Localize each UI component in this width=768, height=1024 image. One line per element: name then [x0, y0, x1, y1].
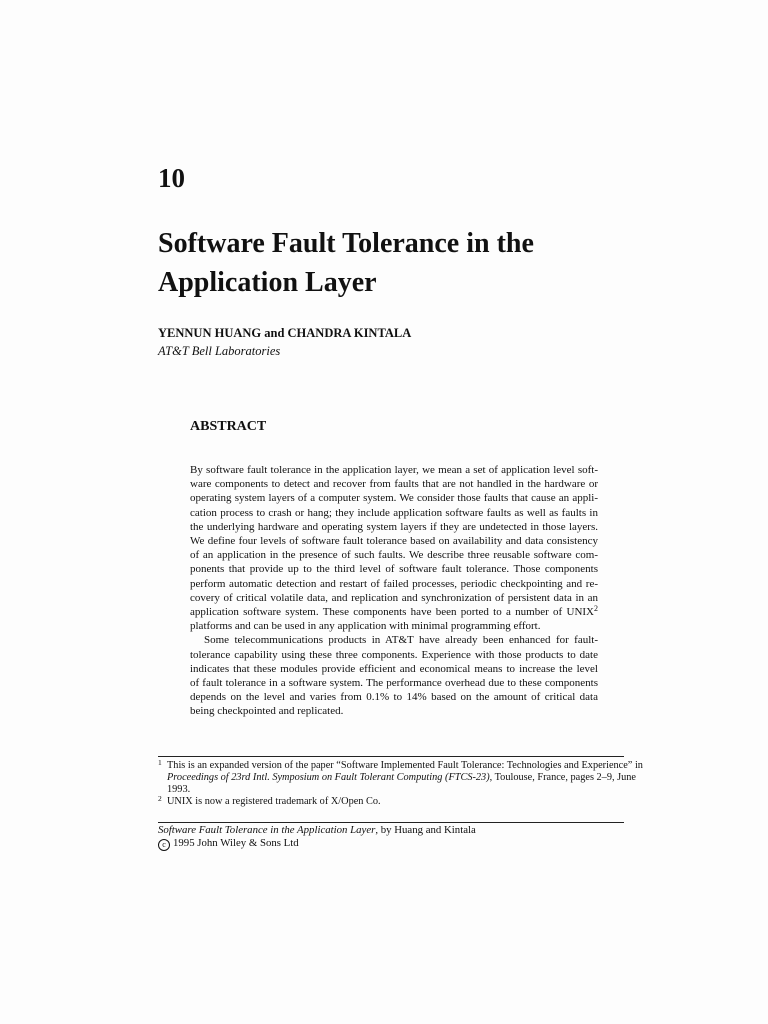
abstract-line [190, 690, 598, 704]
abstract-line-text: platforms and can be used in any application with minimal programming effort. [190, 620, 541, 633]
chapter-number: 10 [158, 163, 185, 193]
abstract-line-text: cation process to crash or hang; they include application software faults as well as faults in [190, 506, 598, 519]
abstract-line [190, 619, 598, 633]
abstract-paragraph-1 [190, 463, 598, 633]
abstract-line-text: ponents that provide up to the third level of software fault tolerance. Those components [190, 563, 598, 576]
abstract-line-text: the underlying hardware and operating system layers if they are undetected in those layers. [190, 520, 598, 533]
page-footer [158, 824, 624, 851]
footnote-reference: 2 [594, 604, 598, 614]
abstract-paragraph-2 [190, 633, 598, 718]
abstract-line-text: By software fault tolerance in the application layer, we mean a set of application level soft- [190, 464, 598, 476]
abstract-line [190, 477, 598, 491]
footnote-mark: 2 [158, 794, 162, 803]
footnote-line: UNIX is now a registered trademark of X/Open Co. [167, 796, 381, 807]
abstract-line-text: tolerance capability using these three components. Experience with those products to date [190, 648, 598, 661]
abstract-line-text: covery of critical volatile data, and replication and synchronization of persistent data in an [190, 591, 598, 604]
footer-citation [158, 824, 624, 837]
footnote-line [167, 772, 637, 784]
abstract-line-text: indicates that these modules provide efficient and economical means to increase the level [190, 662, 598, 675]
abstract-line [190, 491, 598, 505]
chapter-title-line-1: Software Fault Tolerance in the [158, 228, 534, 259]
abstract-line-text: ware components to detect and recover from faults that are not handled in the hardware or [190, 478, 598, 491]
abstract-line-text: Some telecommunications products in AT&T have already been enhanced for fault- [204, 634, 598, 647]
abstract-line [190, 591, 598, 605]
abstract-line-text: We define four levels of software fault tolerance based on availability and data consistency [190, 535, 598, 548]
footer-book-authors: , by Huang and Kintala [375, 824, 476, 836]
footnote-proceedings-rest: , Toulouse, France, pages 2–9, June [489, 772, 637, 783]
abstract-heading: ABSTRACT [190, 419, 267, 434]
authors: YENNUN HUANG and CHANDRA KINTALA [158, 326, 412, 340]
abstract-line-text: being checkpointed and replicated. [190, 705, 344, 718]
abstract-line [190, 662, 598, 676]
footer-copyright [158, 837, 624, 851]
abstract-line [190, 676, 598, 690]
footnotes [158, 758, 643, 808]
copyright-icon: c [158, 839, 170, 851]
abstract-line-text: of fault tolerance in a software system. The performance overhead due to these components [190, 677, 598, 690]
abstract-line-text: application software system. These components have been ported to a number of UNIX [190, 606, 594, 619]
abstract-line-text: of an application in the presence of such faults. We describe three reusable software com- [190, 549, 598, 562]
abstract-line-text: perform automatic detection and restart of failed processes, periodic checkpointing and re- [190, 577, 598, 590]
abstract-line-text: depends on the level and varies from 0.1% to 14% based on the amount of critical data [190, 691, 598, 704]
affiliation: AT&T Bell Laboratories [158, 344, 281, 358]
footnote-2 [158, 796, 624, 808]
footnote-line: This is an expanded version of the paper “Software Implemented Fault Tolerance: Technologies and Experience” in [167, 760, 643, 771]
footnote-proceedings: Proceedings of 23rd Intl. Symposium on Fault Tolerant Computing (FTCS-23) [167, 772, 490, 783]
abstract-line [190, 463, 598, 477]
abstract-line [190, 577, 598, 591]
footer-copyright-text: 1995 John Wiley & Sons Ltd [173, 836, 299, 849]
abstract-line [190, 534, 598, 548]
abstract-line [190, 704, 598, 718]
abstract-line [190, 605, 598, 619]
footer-divider [158, 822, 624, 823]
footnote-1 [158, 758, 643, 796]
footnote-line: 1993. [167, 784, 191, 795]
abstract-line [190, 520, 598, 534]
footnote-mark: 1 [158, 758, 162, 767]
abstract-line [190, 562, 598, 576]
abstract-line [190, 506, 598, 520]
chapter-title-line-2: Application Layer [158, 267, 377, 298]
abstract-line [190, 648, 598, 662]
abstract-line [190, 548, 598, 562]
footer-book-title: Software Fault Tolerance in the Application Layer [158, 824, 376, 836]
chapter-title [158, 224, 678, 302]
footnote-divider [158, 756, 624, 757]
abstract-body [190, 463, 598, 719]
abstract-line [190, 633, 598, 647]
abstract-line-text: operating system layers of a computer system. We consider those faults that cause an appli- [190, 492, 598, 505]
